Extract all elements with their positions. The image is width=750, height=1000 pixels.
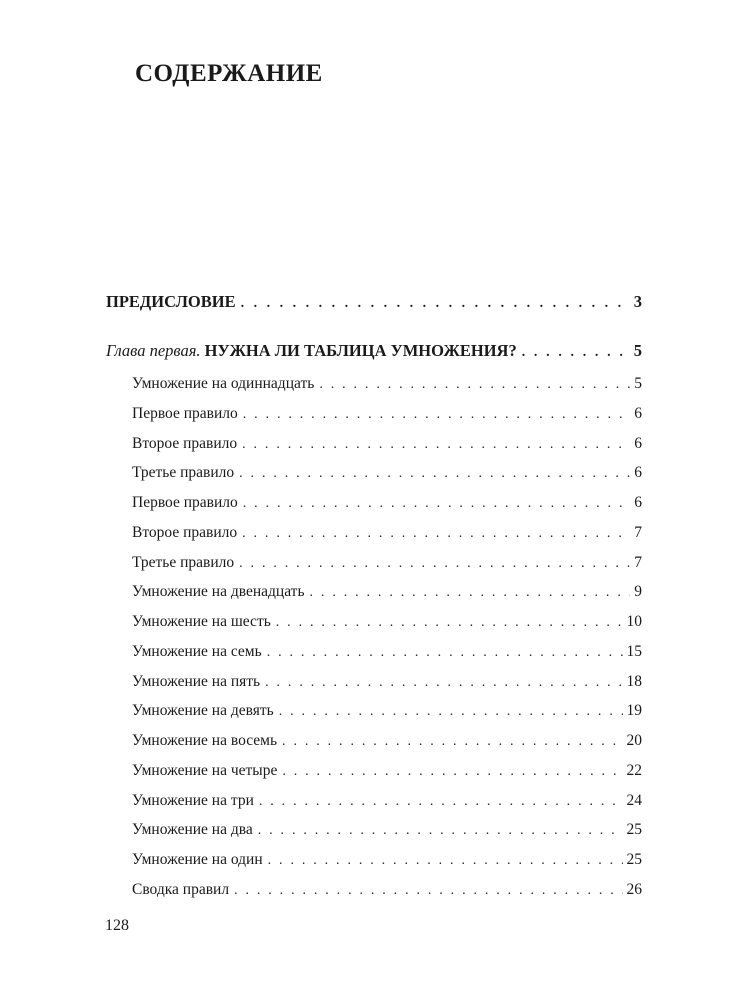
toc-entry[interactable] (132, 583, 642, 601)
toc-entry-label: Третье правило (132, 464, 235, 482)
toc-entry-page: 18 (626, 672, 642, 690)
toc-entry[interactable] (132, 464, 642, 482)
toc-entry-label: Умножение на семь (132, 642, 262, 660)
dot-leader (522, 345, 630, 361)
chapter-prefix: Глава первая. (106, 341, 201, 360)
dot-leader (243, 496, 630, 512)
dot-leader (319, 377, 630, 393)
dot-leader (310, 585, 631, 601)
toc-entry-label: Первое правило (132, 404, 238, 422)
dot-leader (239, 556, 630, 572)
dot-leader (243, 407, 630, 423)
toc-entry[interactable] (132, 435, 642, 453)
toc-entry[interactable] (132, 851, 642, 869)
toc-entry-label: Умножение на три (132, 791, 254, 809)
dot-leader (276, 615, 623, 631)
toc-entry-page: 20 (626, 732, 642, 749)
toc-entry-label: Умножение на одиннадцать (132, 375, 315, 392)
toc-entry[interactable] (132, 643, 642, 661)
toc-entry-page: 6 (634, 464, 642, 482)
toc-entry-label: Второе правило (132, 434, 238, 452)
toc-entry-label: Умножение на пять (132, 672, 261, 690)
toc-entry-page: 25 (626, 821, 642, 839)
toc-entry-label: Умножение на девять (132, 702, 274, 720)
toc-entry-label: Второе правило (132, 523, 238, 541)
toc-entry-page: 3 (633, 292, 642, 311)
toc-entry[interactable] (132, 554, 642, 572)
toc-entry[interactable] (132, 821, 642, 839)
dot-leader (258, 823, 623, 839)
page-title: СОДЕРЖАНИЕ (135, 60, 323, 87)
dot-leader (279, 704, 623, 720)
toc-entry-label: Третье правило (132, 553, 235, 571)
toc-entry-label: Первое правило (132, 494, 238, 511)
toc-entry-page: 25 (626, 851, 642, 868)
dot-leader (242, 437, 630, 453)
dot-leader (265, 675, 622, 691)
toc-entry-label: Сводка правил (132, 880, 230, 898)
dot-leader (242, 526, 630, 542)
toc-entry[interactable] (132, 524, 642, 542)
toc-entry-page: 6 (634, 434, 642, 452)
toc-chapter-label (106, 341, 517, 361)
dot-leader (259, 794, 623, 810)
dot-leader (282, 764, 622, 780)
toc-entry-page: 7 (634, 523, 642, 541)
toc-entry-page: 5 (634, 375, 642, 392)
page-number: 128 (105, 917, 129, 934)
toc-entry-label: Умножение на шесть (132, 613, 271, 630)
toc-entry[interactable] (132, 613, 642, 631)
toc-entry[interactable] (132, 673, 642, 691)
toc-entry-label: ПРЕДИСЛОВИЕ (106, 292, 236, 311)
dot-leader (241, 296, 630, 312)
toc-entry-page: 6 (634, 494, 642, 511)
toc-entry-page: 15 (626, 642, 642, 660)
chapter-title: НУЖНА ЛИ ТАБЛИЦА УМНОЖЕНИЯ? (204, 341, 517, 360)
toc-entry[interactable] (132, 375, 642, 393)
toc-entry[interactable] (132, 762, 642, 780)
toc-entry-page: 26 (626, 880, 642, 898)
toc-entry[interactable] (132, 732, 642, 750)
dot-leader (234, 883, 622, 899)
toc-entry[interactable] (132, 494, 642, 512)
toc-entry-page: 9 (634, 583, 642, 601)
toc-entry-label: Умножение на двенадцать (132, 583, 305, 601)
toc-entry-label: Умножение на восемь (132, 732, 278, 749)
dot-leader (267, 645, 623, 661)
toc-entry-page: 24 (626, 791, 642, 809)
toc-entry-page: 7 (634, 553, 642, 571)
toc-entry-page: 10 (626, 613, 642, 630)
toc-entry-label: Умножение на два (132, 821, 253, 839)
toc-entry[interactable] (132, 702, 642, 720)
toc-entry-page: 5 (633, 341, 642, 360)
toc-entry-preface[interactable] (106, 292, 642, 312)
toc-entry-page: 19 (626, 702, 642, 720)
toc-entry[interactable] (132, 881, 642, 899)
toc-entry[interactable] (132, 792, 642, 810)
dot-leader (282, 734, 622, 750)
toc-entry-page: 22 (626, 761, 642, 779)
dot-leader (239, 466, 630, 482)
toc-entry-label: Умножение на один (132, 851, 263, 868)
toc-entry-label: Умножение на четыре (132, 761, 278, 779)
toc-entry-page: 6 (634, 404, 642, 422)
toc-entry[interactable] (132, 405, 642, 423)
dot-leader (268, 853, 623, 869)
toc-entry-chapter-1[interactable] (106, 341, 642, 361)
